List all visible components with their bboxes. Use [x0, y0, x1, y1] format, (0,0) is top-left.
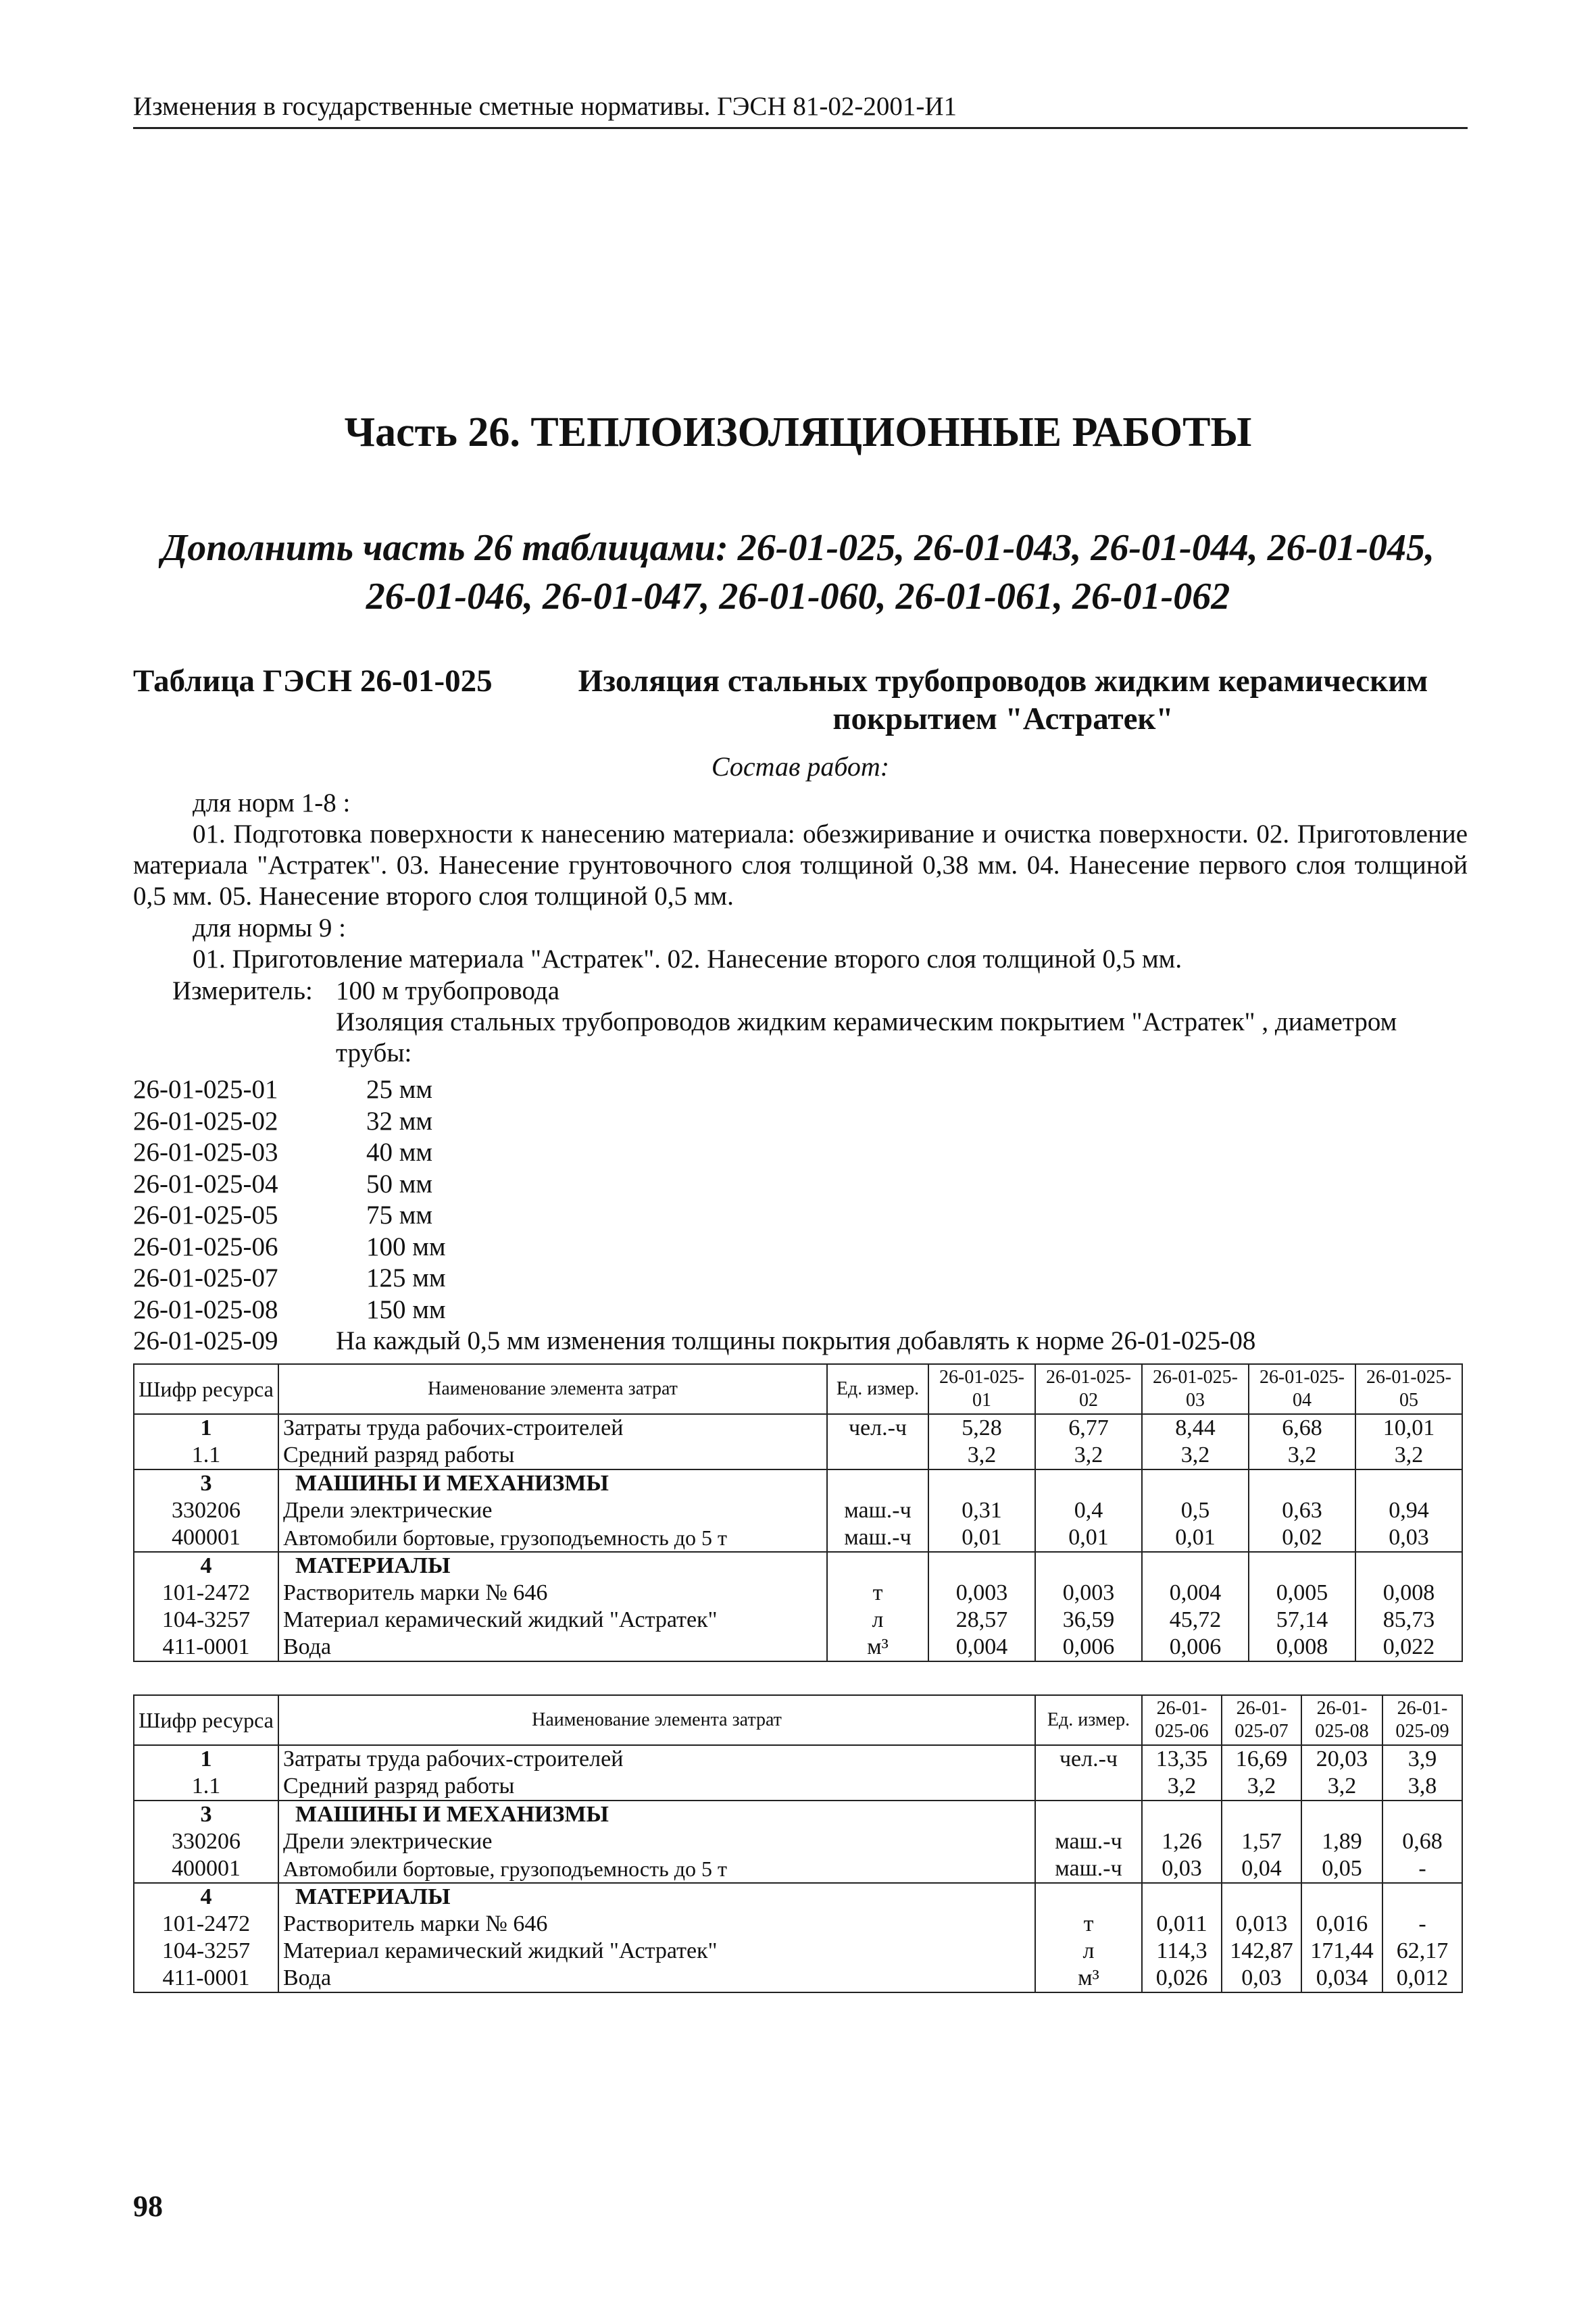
cell-value: 0,5 — [1142, 1497, 1249, 1524]
cell-value: 85,73 — [1355, 1607, 1462, 1634]
cell-value — [1142, 1552, 1249, 1580]
cell-value: 0,003 — [1035, 1580, 1142, 1607]
cell-unit — [827, 1442, 928, 1469]
norm-code: 26-01-025-01 — [133, 1075, 278, 1104]
col-header-norm: 26-01-025-09 — [1382, 1695, 1462, 1745]
cell-name: Затраты труда рабочих-строителей — [278, 1745, 1035, 1773]
resource-table-1 — [133, 1363, 1463, 1662]
cell-unit: маш.-ч — [1035, 1828, 1142, 1855]
cell-value: 0,011 — [1142, 1911, 1222, 1938]
table-row — [134, 1580, 1462, 1607]
cell-value — [928, 1552, 1035, 1580]
col-header-unit: Ед. измер. — [827, 1364, 928, 1414]
cell-value: 171,44 — [1301, 1938, 1382, 1965]
cell-unit: л — [827, 1607, 928, 1634]
norm-code: 26-01-025-06 — [133, 1232, 278, 1261]
table-row — [134, 1442, 1462, 1469]
cell-value: 3,2 — [1142, 1773, 1222, 1801]
table-title-text: Изоляция стальных трубопроводов жидким керамическим покрытием "Астратек" — [578, 663, 1428, 736]
cell-value: 0,004 — [1142, 1580, 1249, 1607]
cell-code: 330206 — [134, 1828, 278, 1855]
cell-value: 0,04 — [1222, 1855, 1301, 1883]
norm-desc: 100 мм — [366, 1232, 446, 1261]
table-title-label: Таблица ГЭСН 26-01-025 — [133, 663, 493, 699]
cell-unit: маш.-ч — [827, 1524, 928, 1552]
cell-value — [1301, 1883, 1382, 1911]
running-header — [133, 86, 1468, 129]
cell-value: 0,63 — [1249, 1497, 1355, 1524]
list-item — [133, 1074, 1468, 1106]
cell-value: 0,68 — [1382, 1828, 1462, 1855]
cell-value: 16,69 — [1222, 1745, 1301, 1773]
cell-unit: т — [1035, 1911, 1142, 1938]
table-row — [134, 1469, 1462, 1497]
cell-section: МАТЕРИАЛЫ — [278, 1552, 827, 1580]
cell-value: 20,03 — [1301, 1745, 1382, 1773]
cell-name: Вода — [278, 1634, 827, 1661]
cell-value: 8,44 — [1142, 1414, 1249, 1442]
col-header-code: Шифр ресурса — [134, 1364, 278, 1414]
running-header-text: Изменения в государственные сметные нормативы. ГЭСН 81-02-2001-И1 — [133, 92, 957, 121]
cell-value: 0,013 — [1222, 1911, 1301, 1938]
cell-value: 0,012 — [1382, 1965, 1462, 1992]
list-item — [133, 1200, 1468, 1232]
cell-code: 411-0001 — [134, 1965, 278, 1992]
norm-code: 26-01-025-05 — [133, 1201, 278, 1230]
table-row — [134, 1965, 1462, 1992]
table-row — [134, 1938, 1462, 1965]
cell-value: 3,8 — [1382, 1773, 1462, 1801]
supplement-line-2: 26-01-046, 26-01-047, 26-01-060, 26-01-061, 26-01-062 — [366, 576, 1230, 618]
cell-value: 0,01 — [1035, 1524, 1142, 1552]
cell-value: 5,28 — [928, 1414, 1035, 1442]
norm-code-list — [133, 1074, 1468, 1357]
cell-value: 0,03 — [1222, 1965, 1301, 1992]
cell-unit — [1035, 1801, 1142, 1828]
norms-1-8-label: для норм 1-8 : — [193, 788, 351, 818]
cell-name: Средний разряд работы — [278, 1442, 827, 1469]
cell-unit — [827, 1469, 928, 1497]
cell-code: 400001 — [134, 1524, 278, 1552]
table-row — [134, 1524, 1462, 1552]
cell-value — [1142, 1801, 1222, 1828]
cell-value: 3,2 — [1301, 1773, 1382, 1801]
diameter-description: Изоляция стальных трубопроводов жидким керамическим покрытием "Астратек" , диаметром трубы: — [336, 1007, 1397, 1067]
cell-value — [928, 1469, 1035, 1497]
cell-unit: м³ — [1035, 1965, 1142, 1992]
list-item — [133, 1106, 1468, 1138]
cell-value: 28,57 — [928, 1607, 1035, 1634]
cell-value — [1382, 1801, 1462, 1828]
col-header-norm: 26-01-025-06 — [1142, 1695, 1222, 1745]
cell-value — [1355, 1469, 1462, 1497]
cell-value: 142,87 — [1222, 1938, 1301, 1965]
cell-value — [1035, 1552, 1142, 1580]
cell-value: 0,022 — [1355, 1634, 1462, 1661]
cell-code: 3 — [134, 1801, 278, 1828]
list-item — [133, 1326, 1468, 1357]
cell-unit — [827, 1552, 928, 1580]
col-header-name: Наименование элемента затрат — [278, 1695, 1035, 1745]
cell-code: 4 — [134, 1883, 278, 1911]
supplement-line-1: Дополнить часть 26 таблицами: 26-01-025, 26-01-043, 26-01-044, 26-01-045, — [161, 527, 1435, 569]
norm-desc: 75 мм — [366, 1201, 433, 1230]
list-item — [133, 1263, 1468, 1294]
col-header-unit: Ед. измер. — [1035, 1695, 1142, 1745]
cell-unit: л — [1035, 1938, 1142, 1965]
cell-unit: м³ — [827, 1634, 928, 1661]
col-header-norm: 26-01-025-07 — [1222, 1695, 1301, 1745]
cell-unit: чел.-ч — [827, 1414, 928, 1442]
norm-desc: 125 мм — [366, 1263, 446, 1292]
cell-value: 0,006 — [1035, 1634, 1142, 1661]
cell-value: 0,008 — [1249, 1634, 1355, 1661]
cell-section: МАШИНЫ И МЕХАНИЗМЫ — [278, 1801, 1035, 1828]
norm-code: 26-01-025-03 — [133, 1138, 278, 1167]
cell-code: 104-3257 — [134, 1607, 278, 1634]
page-number: 98 — [133, 2190, 163, 2223]
cell-value: 45,72 — [1142, 1607, 1249, 1634]
cell-code: 400001 — [134, 1855, 278, 1883]
cell-value: 0,006 — [1142, 1634, 1249, 1661]
norm-desc: 32 мм — [366, 1106, 433, 1136]
norm-code: 26-01-025-09 — [133, 1326, 278, 1355]
cell-value: 3,2 — [928, 1442, 1035, 1469]
cell-value: 57,14 — [1249, 1607, 1355, 1634]
table-row — [134, 1773, 1462, 1801]
list-item — [133, 1232, 1468, 1263]
cell-value — [1222, 1883, 1301, 1911]
table-row — [134, 1552, 1462, 1580]
cell-value — [1301, 1801, 1382, 1828]
table-row — [134, 1634, 1462, 1661]
col-header-norm: 26-01-025-08 — [1301, 1695, 1382, 1745]
table-row — [134, 1745, 1462, 1773]
cell-unit — [1035, 1883, 1142, 1911]
cell-value: 0,026 — [1142, 1965, 1222, 1992]
cell-value: 0,31 — [928, 1497, 1035, 1524]
cell-value — [1222, 1801, 1301, 1828]
norms-1-8-text: 01. Подготовка поверхности к нанесению материала: обезжиривание и очистка поверхности. 02. Приготовление материала "Астратек". 03. Нанесение грунтовочного слоя толщиной 0,38 мм. 04. Нанесение первого слоя толщиной 0,5 мм. 05. Нанесение второго слоя толщиной 0,5 мм. — [133, 820, 1468, 911]
col-header-norm: 26-01-025-03 — [1142, 1364, 1249, 1414]
cell-value — [1249, 1552, 1355, 1580]
cell-value: 0,01 — [928, 1524, 1035, 1552]
supplement-note — [101, 524, 1495, 621]
cell-value: 0,94 — [1355, 1497, 1462, 1524]
cell-value: 6,68 — [1249, 1414, 1355, 1442]
table-row — [134, 1883, 1462, 1911]
cell-name: Средний разряд работы — [278, 1773, 1035, 1801]
norm-desc: На каждый 0,5 мм изменения толщины покрытия добавлять к норме 26-01-025-08 — [336, 1326, 1256, 1355]
cell-code: 104-3257 — [134, 1938, 278, 1965]
norm-desc: 50 мм — [366, 1169, 433, 1199]
col-header-norm: 26-01-025-04 — [1249, 1364, 1355, 1414]
cell-value: 0,003 — [928, 1580, 1035, 1607]
cell-name: Материал керамический жидкий "Астратек" — [278, 1607, 827, 1634]
cell-value: 0,016 — [1301, 1911, 1382, 1938]
norm-desc: 25 мм — [366, 1075, 433, 1104]
cell-value: 10,01 — [1355, 1414, 1462, 1442]
cell-value: - — [1382, 1855, 1462, 1883]
cell-name: Дрели электрические — [278, 1497, 827, 1524]
cell-code: 1 — [134, 1414, 278, 1442]
table-header-row — [134, 1364, 1462, 1414]
table-row — [134, 1801, 1462, 1828]
cell-unit: маш.-ч — [1035, 1855, 1142, 1883]
table-row — [134, 1607, 1462, 1634]
meter-label: Измеритель: — [172, 976, 313, 1005]
cell-name: Затраты труда рабочих-строителей — [278, 1414, 827, 1442]
cell-value — [1355, 1552, 1462, 1580]
cell-name: Растворитель марки № 646 — [278, 1580, 827, 1607]
col-header-norm: 26-01-025-01 — [928, 1364, 1035, 1414]
norm-code: 26-01-025-02 — [133, 1106, 278, 1136]
cell-name: Вода — [278, 1965, 1035, 1992]
col-header-norm: 26-01-025-02 — [1035, 1364, 1142, 1414]
cell-value: 0,004 — [928, 1634, 1035, 1661]
list-item — [133, 1169, 1468, 1201]
cell-value: 0,4 — [1035, 1497, 1142, 1524]
cell-value — [1249, 1469, 1355, 1497]
col-header-code: Шифр ресурса — [134, 1695, 278, 1745]
cell-value: 0,005 — [1249, 1580, 1355, 1607]
cell-code: 1.1 — [134, 1442, 278, 1469]
cell-value: 36,59 — [1035, 1607, 1142, 1634]
cell-value: 3,9 — [1382, 1745, 1462, 1773]
norm-code: 26-01-025-07 — [133, 1263, 278, 1292]
cell-value — [1142, 1469, 1249, 1497]
norm-code: 26-01-025-04 — [133, 1169, 278, 1199]
cell-code: 411-0001 — [134, 1634, 278, 1661]
table-row — [134, 1828, 1462, 1855]
cell-value: 3,2 — [1222, 1773, 1301, 1801]
norm-9-text: 01. Приготовление материала "Астратек". 02. Нанесение второго слоя толщиной 0,5 мм. — [193, 945, 1182, 974]
cell-value: 13,35 — [1142, 1745, 1222, 1773]
cell-value: 3,2 — [1142, 1442, 1249, 1469]
table-row — [134, 1855, 1462, 1883]
cell-code: 1.1 — [134, 1773, 278, 1801]
cell-value: 3,2 — [1249, 1442, 1355, 1469]
col-header-name: Наименование элемента затрат — [278, 1364, 827, 1414]
col-header-norm: 26-01-025-05 — [1355, 1364, 1462, 1414]
cell-code: 101-2472 — [134, 1911, 278, 1938]
cell-value — [1382, 1883, 1462, 1911]
cell-code: 4 — [134, 1552, 278, 1580]
cell-value: 3,2 — [1355, 1442, 1462, 1469]
cell-value: 0,02 — [1249, 1524, 1355, 1552]
cell-value: 1,57 — [1222, 1828, 1301, 1855]
cell-name: Автомобили бортовые, грузоподъемность до 5 т — [278, 1524, 827, 1552]
table-row — [134, 1911, 1462, 1938]
norm-desc: 40 мм — [366, 1138, 433, 1167]
cell-name: Автомобили бортовые, грузоподъемность до 5 т — [278, 1855, 1035, 1883]
list-item — [133, 1137, 1468, 1169]
cell-value: 1,26 — [1142, 1828, 1222, 1855]
cell-value — [1035, 1469, 1142, 1497]
cell-code: 3 — [134, 1469, 278, 1497]
cell-value: 0,008 — [1355, 1580, 1462, 1607]
cell-value: 62,17 — [1382, 1938, 1462, 1965]
table-header-row — [134, 1695, 1462, 1745]
cell-code: 101-2472 — [134, 1580, 278, 1607]
cell-unit: маш.-ч — [827, 1497, 928, 1524]
cell-value: 0,03 — [1355, 1524, 1462, 1552]
table-row — [134, 1414, 1462, 1442]
cell-name: Дрели электрические — [278, 1828, 1035, 1855]
cell-section: МАШИНЫ И МЕХАНИЗМЫ — [278, 1469, 827, 1497]
cell-value: 0,05 — [1301, 1855, 1382, 1883]
cell-section: МАТЕРИАЛЫ — [278, 1883, 1035, 1911]
cell-value: 114,3 — [1142, 1938, 1222, 1965]
cell-value — [1142, 1883, 1222, 1911]
cell-value: 0,034 — [1301, 1965, 1382, 1992]
part-title: Часть 26. ТЕПЛОИЗОЛЯЦИОННЫЕ РАБОТЫ — [344, 409, 1252, 455]
cell-value: 0,01 — [1142, 1524, 1249, 1552]
list-item — [133, 1294, 1468, 1326]
norm-desc: 150 мм — [366, 1294, 446, 1324]
meter-value: 100 м трубопровода — [336, 976, 560, 1005]
cell-code: 1 — [134, 1745, 278, 1773]
norm-code: 26-01-025-08 — [133, 1294, 278, 1324]
cell-unit: т — [827, 1580, 928, 1607]
cell-value: 6,77 — [1035, 1414, 1142, 1442]
norm-9-label: для нормы 9 : — [193, 913, 346, 942]
cell-name: Растворитель марки № 646 — [278, 1911, 1035, 1938]
cell-code: 330206 — [134, 1497, 278, 1524]
cell-value: - — [1382, 1911, 1462, 1938]
cell-unit — [1035, 1773, 1142, 1801]
cell-value: 1,89 — [1301, 1828, 1382, 1855]
table-row — [134, 1497, 1462, 1524]
cell-name: Материал керамический жидкий "Астратек" — [278, 1938, 1035, 1965]
cell-value: 3,2 — [1035, 1442, 1142, 1469]
cell-value: 0,03 — [1142, 1855, 1222, 1883]
resource-table-2 — [133, 1694, 1463, 1993]
cell-unit: чел.-ч — [1035, 1745, 1142, 1773]
work-composition-heading: Состав работ: — [711, 751, 890, 782]
